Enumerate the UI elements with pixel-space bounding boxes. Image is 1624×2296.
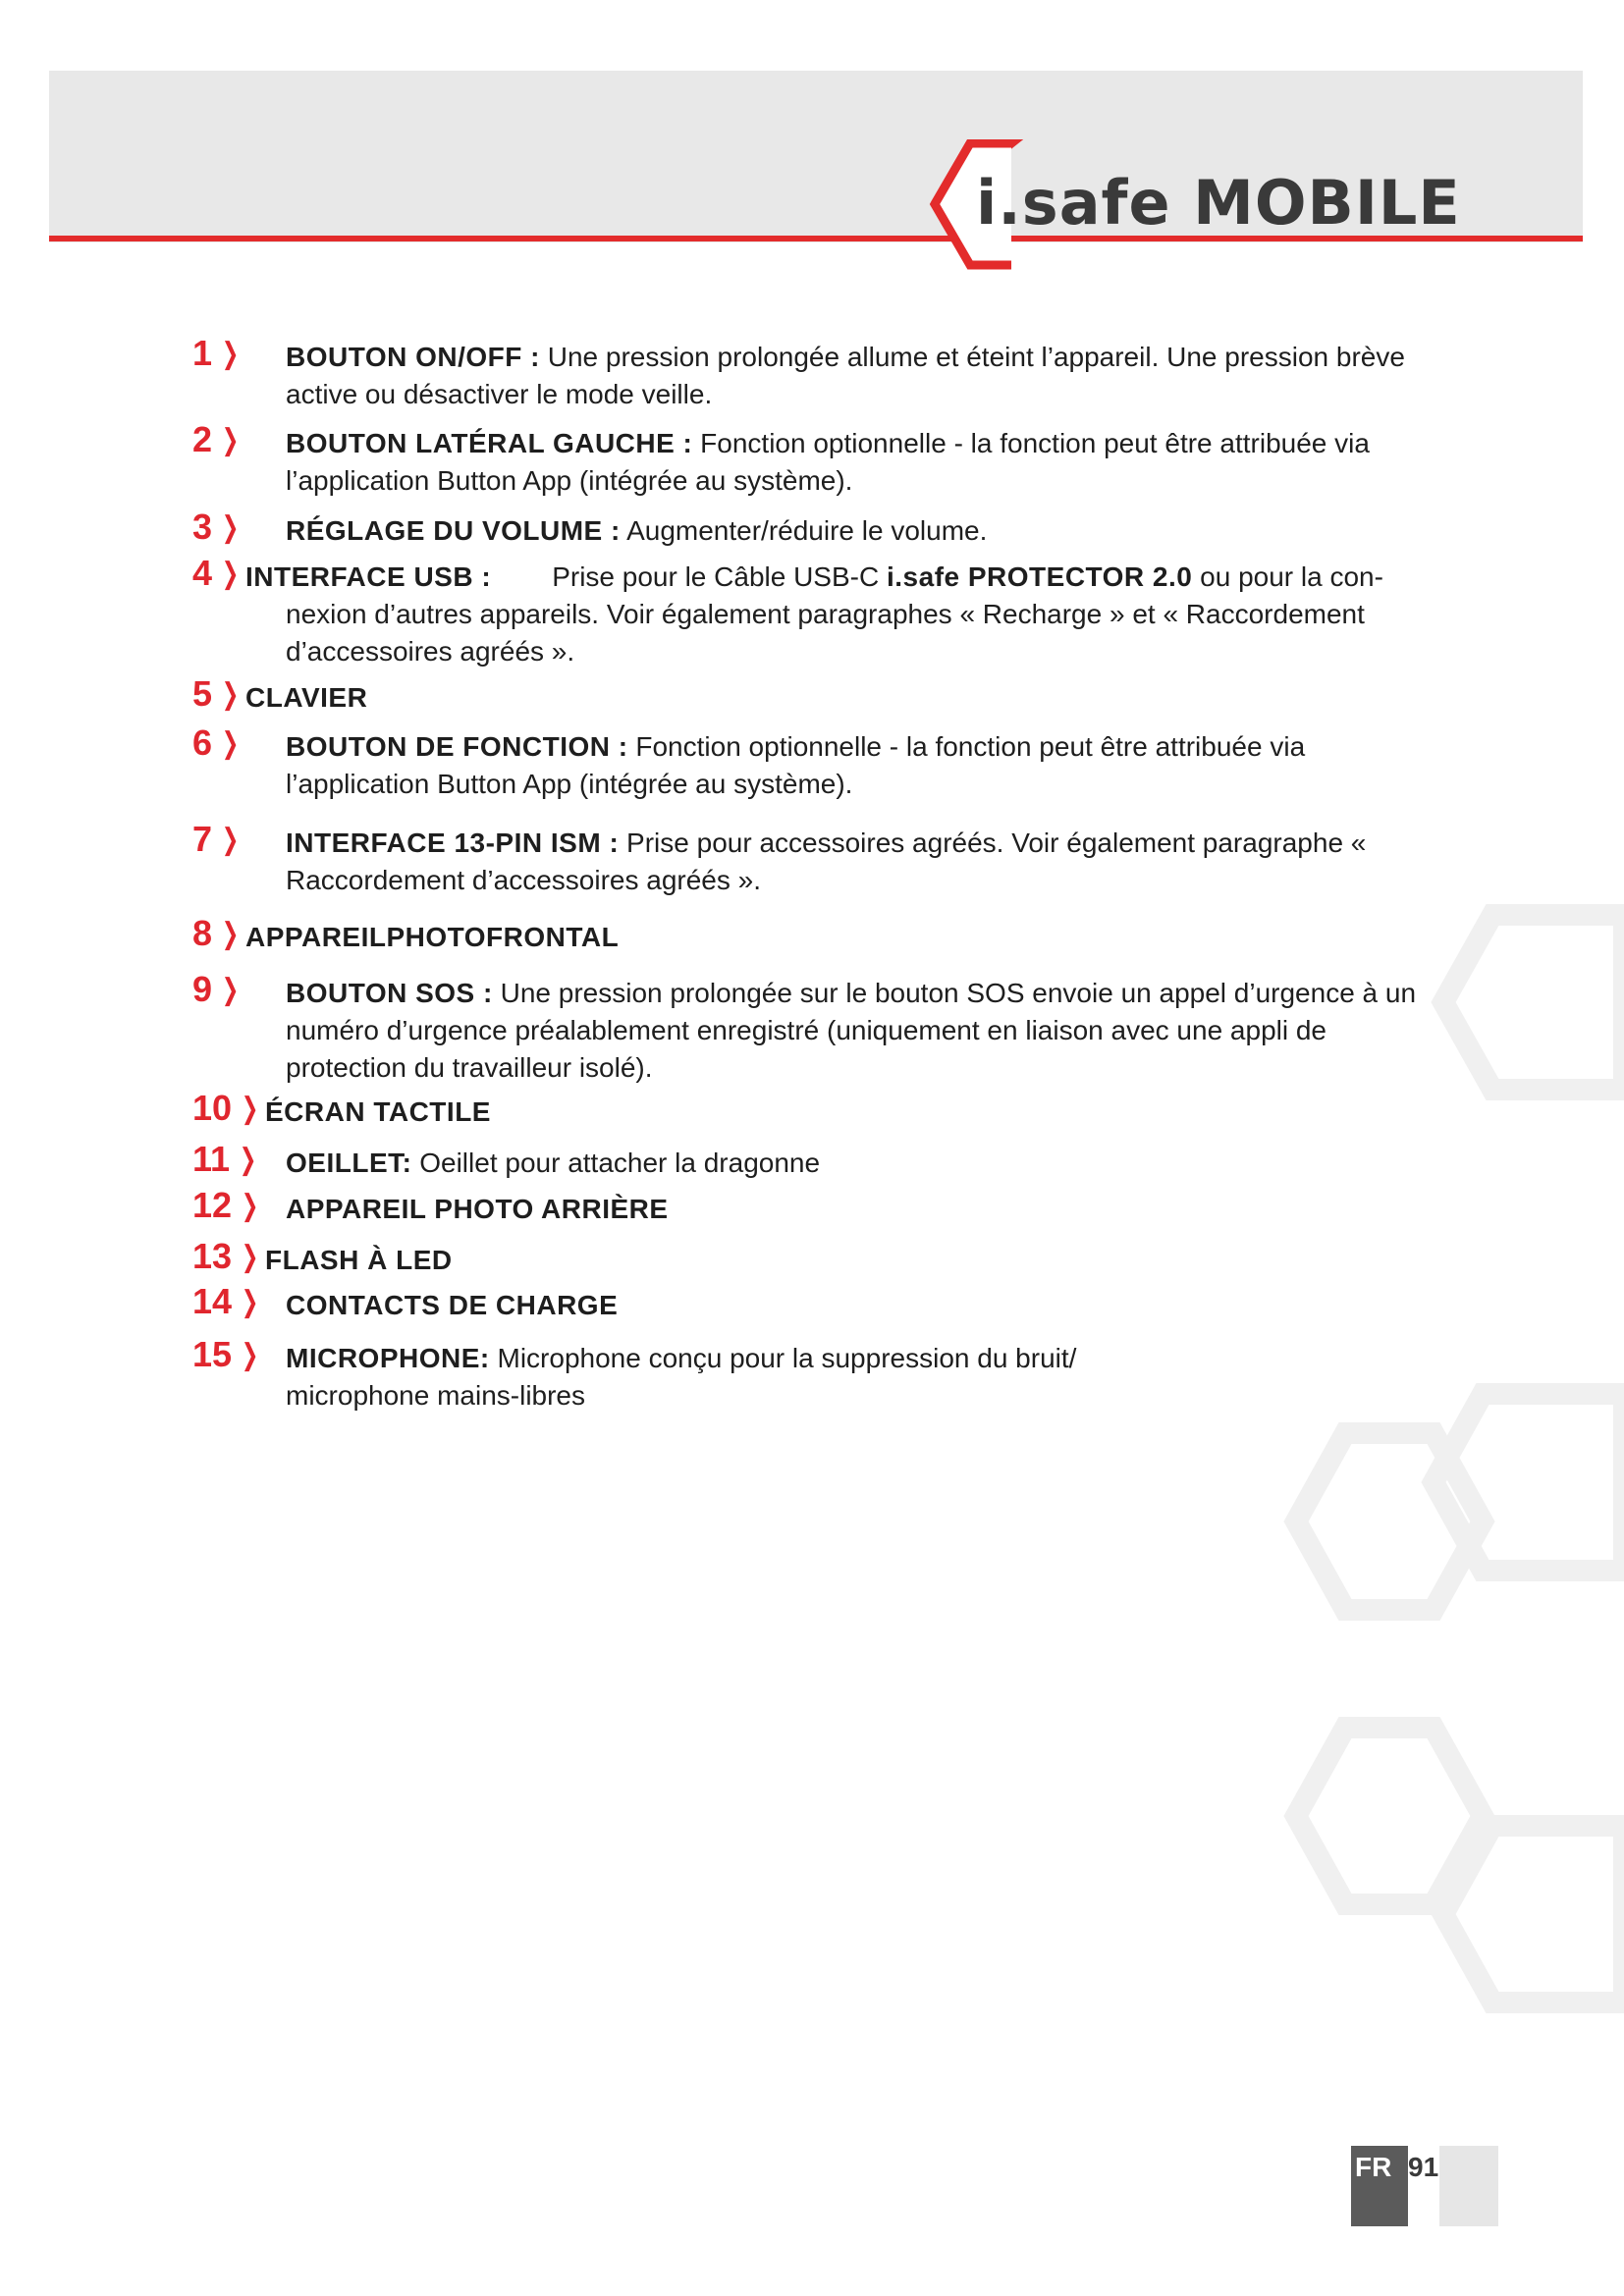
item-description: Prise pour le Câble USB-C: [552, 561, 880, 592]
chevron-right-icon: ❯: [221, 974, 240, 1006]
item-number: 5 ❯: [192, 673, 240, 714]
item-description: Oeillet pour attacher la dragonne: [419, 1148, 821, 1178]
item-label: BOUTON LATÉRAL GAUCHE :: [286, 428, 693, 458]
item-label: APPAREIL PHOTO ARRIÈRE: [286, 1194, 669, 1224]
item-text: [286, 1340, 1169, 1415]
footer-box: [1439, 2146, 1498, 2226]
brand-name: i.safe MOBILE: [976, 167, 1461, 239]
item-label: INTERFACE 13-PIN ISM :: [286, 828, 620, 858]
item-label: OEILLET:: [286, 1148, 412, 1178]
language-code: FR: [1355, 2152, 1392, 2182]
item-text: [286, 512, 1435, 550]
item-number: 15 ❯: [192, 1334, 259, 1374]
item-text: [286, 728, 1435, 803]
chevron-right-icon: ❯: [221, 511, 240, 544]
chevron-right-icon: ❯: [241, 1339, 259, 1371]
item-label: CLAVIER: [245, 682, 368, 713]
item-number: 1 ❯: [192, 333, 240, 373]
item-text: [265, 1242, 1443, 1279]
chevron-right-icon: ❯: [221, 678, 240, 711]
item-text: [286, 975, 1435, 1087]
item-number: 6 ❯: [192, 722, 240, 763]
item-number: 9 ❯: [192, 969, 240, 1009]
item-text: [265, 1094, 1443, 1131]
chevron-right-icon: ❯: [221, 424, 240, 456]
item-text: [245, 559, 1424, 670]
chevron-right-icon: ❯: [241, 1286, 259, 1318]
chevron-right-icon: ❯: [221, 558, 240, 590]
page-number: 91: [1408, 2152, 1439, 2182]
item-text: [286, 1191, 1435, 1228]
item-number: 2 ❯: [192, 419, 240, 459]
item-label: FLASH À LED: [265, 1245, 453, 1275]
item-description: Augmenter/réduire le volume.: [626, 515, 988, 546]
item-number: 7 ❯: [192, 819, 240, 859]
item-label: INTERFACE USB :: [245, 561, 492, 592]
chevron-right-icon: ❯: [221, 824, 240, 856]
item-text: [286, 425, 1435, 500]
product-name: i.safe PROTECTOR 2.0: [887, 561, 1193, 592]
chevron-right-icon: ❯: [241, 1241, 259, 1273]
item-text: [286, 339, 1435, 413]
item-number: 4 ❯: [192, 553, 240, 593]
item-description: Fonction optionnelle - la fonction peut être attribuée via l’application Button App (intégrée au système).: [286, 428, 1370, 496]
item-number: 10 ❯: [192, 1088, 259, 1128]
item-label: MICROPHONE:: [286, 1343, 490, 1373]
chevron-right-icon: ❯: [221, 918, 240, 950]
item-description: Microphone conçu pour la suppression du bruit/ microphone mains-libres: [286, 1343, 1077, 1411]
language-tab: [1351, 2146, 1408, 2226]
item-text: [245, 919, 1424, 956]
item-text: [286, 1287, 1435, 1324]
item-description: Fonction optionnelle - la fonction peut être attribuée via l’application Button App (intégrée au système).: [286, 731, 1306, 799]
chevron-right-icon: ❯: [241, 1093, 259, 1125]
item-label: BOUTON SOS :: [286, 978, 493, 1008]
item-description-continued: nexion d’autres appareils. Voir également paragraphes « Recharge » et « Raccordement d’accessoires agréés ».: [286, 599, 1365, 667]
item-label: ÉCRAN TACTILE: [265, 1096, 491, 1127]
item-number: 14 ❯: [192, 1281, 259, 1321]
item-number: 13 ❯: [192, 1236, 259, 1276]
item-label: BOUTON ON/OFF :: [286, 342, 540, 372]
item-number: 8 ❯: [192, 913, 240, 953]
item-number: 12 ❯: [192, 1185, 259, 1225]
chevron-right-icon: ❯: [221, 338, 240, 370]
item-label: RÉGLAGE DU VOLUME :: [286, 515, 621, 546]
item-description: Une pression prolongée sur le bouton SOS envoie un appel d’urgence à un numéro d’urgence préalablement enregistré (uniquement en liaison avec une appli de protection du travailleur isolé).: [286, 978, 1417, 1083]
item-description: Une pression prolongée allume et éteint l’appareil. Une pression brève active ou désactiver le mode veille.: [286, 342, 1405, 409]
item-description: Prise pour accessoires agréés. Voir également paragraphe « Raccordement d’accessoires agréés ».: [286, 828, 1367, 895]
chevron-right-icon: ❯: [241, 1190, 259, 1222]
item-label: APPAREILPHOTOFRONTAL: [245, 922, 620, 952]
item-label: CONTACTS DE CHARGE: [286, 1290, 619, 1320]
item-text: [245, 679, 1424, 717]
item-description: ou pour la con-: [1200, 561, 1383, 592]
item-number: 3 ❯: [192, 507, 240, 547]
chevron-right-icon: ❯: [239, 1144, 257, 1176]
chevron-right-icon: ❯: [221, 727, 240, 760]
item-text: [286, 825, 1435, 899]
item-label: BOUTON DE FONCTION :: [286, 731, 628, 762]
item-number: 11 ❯: [192, 1139, 257, 1179]
item-text: [286, 1145, 1435, 1182]
